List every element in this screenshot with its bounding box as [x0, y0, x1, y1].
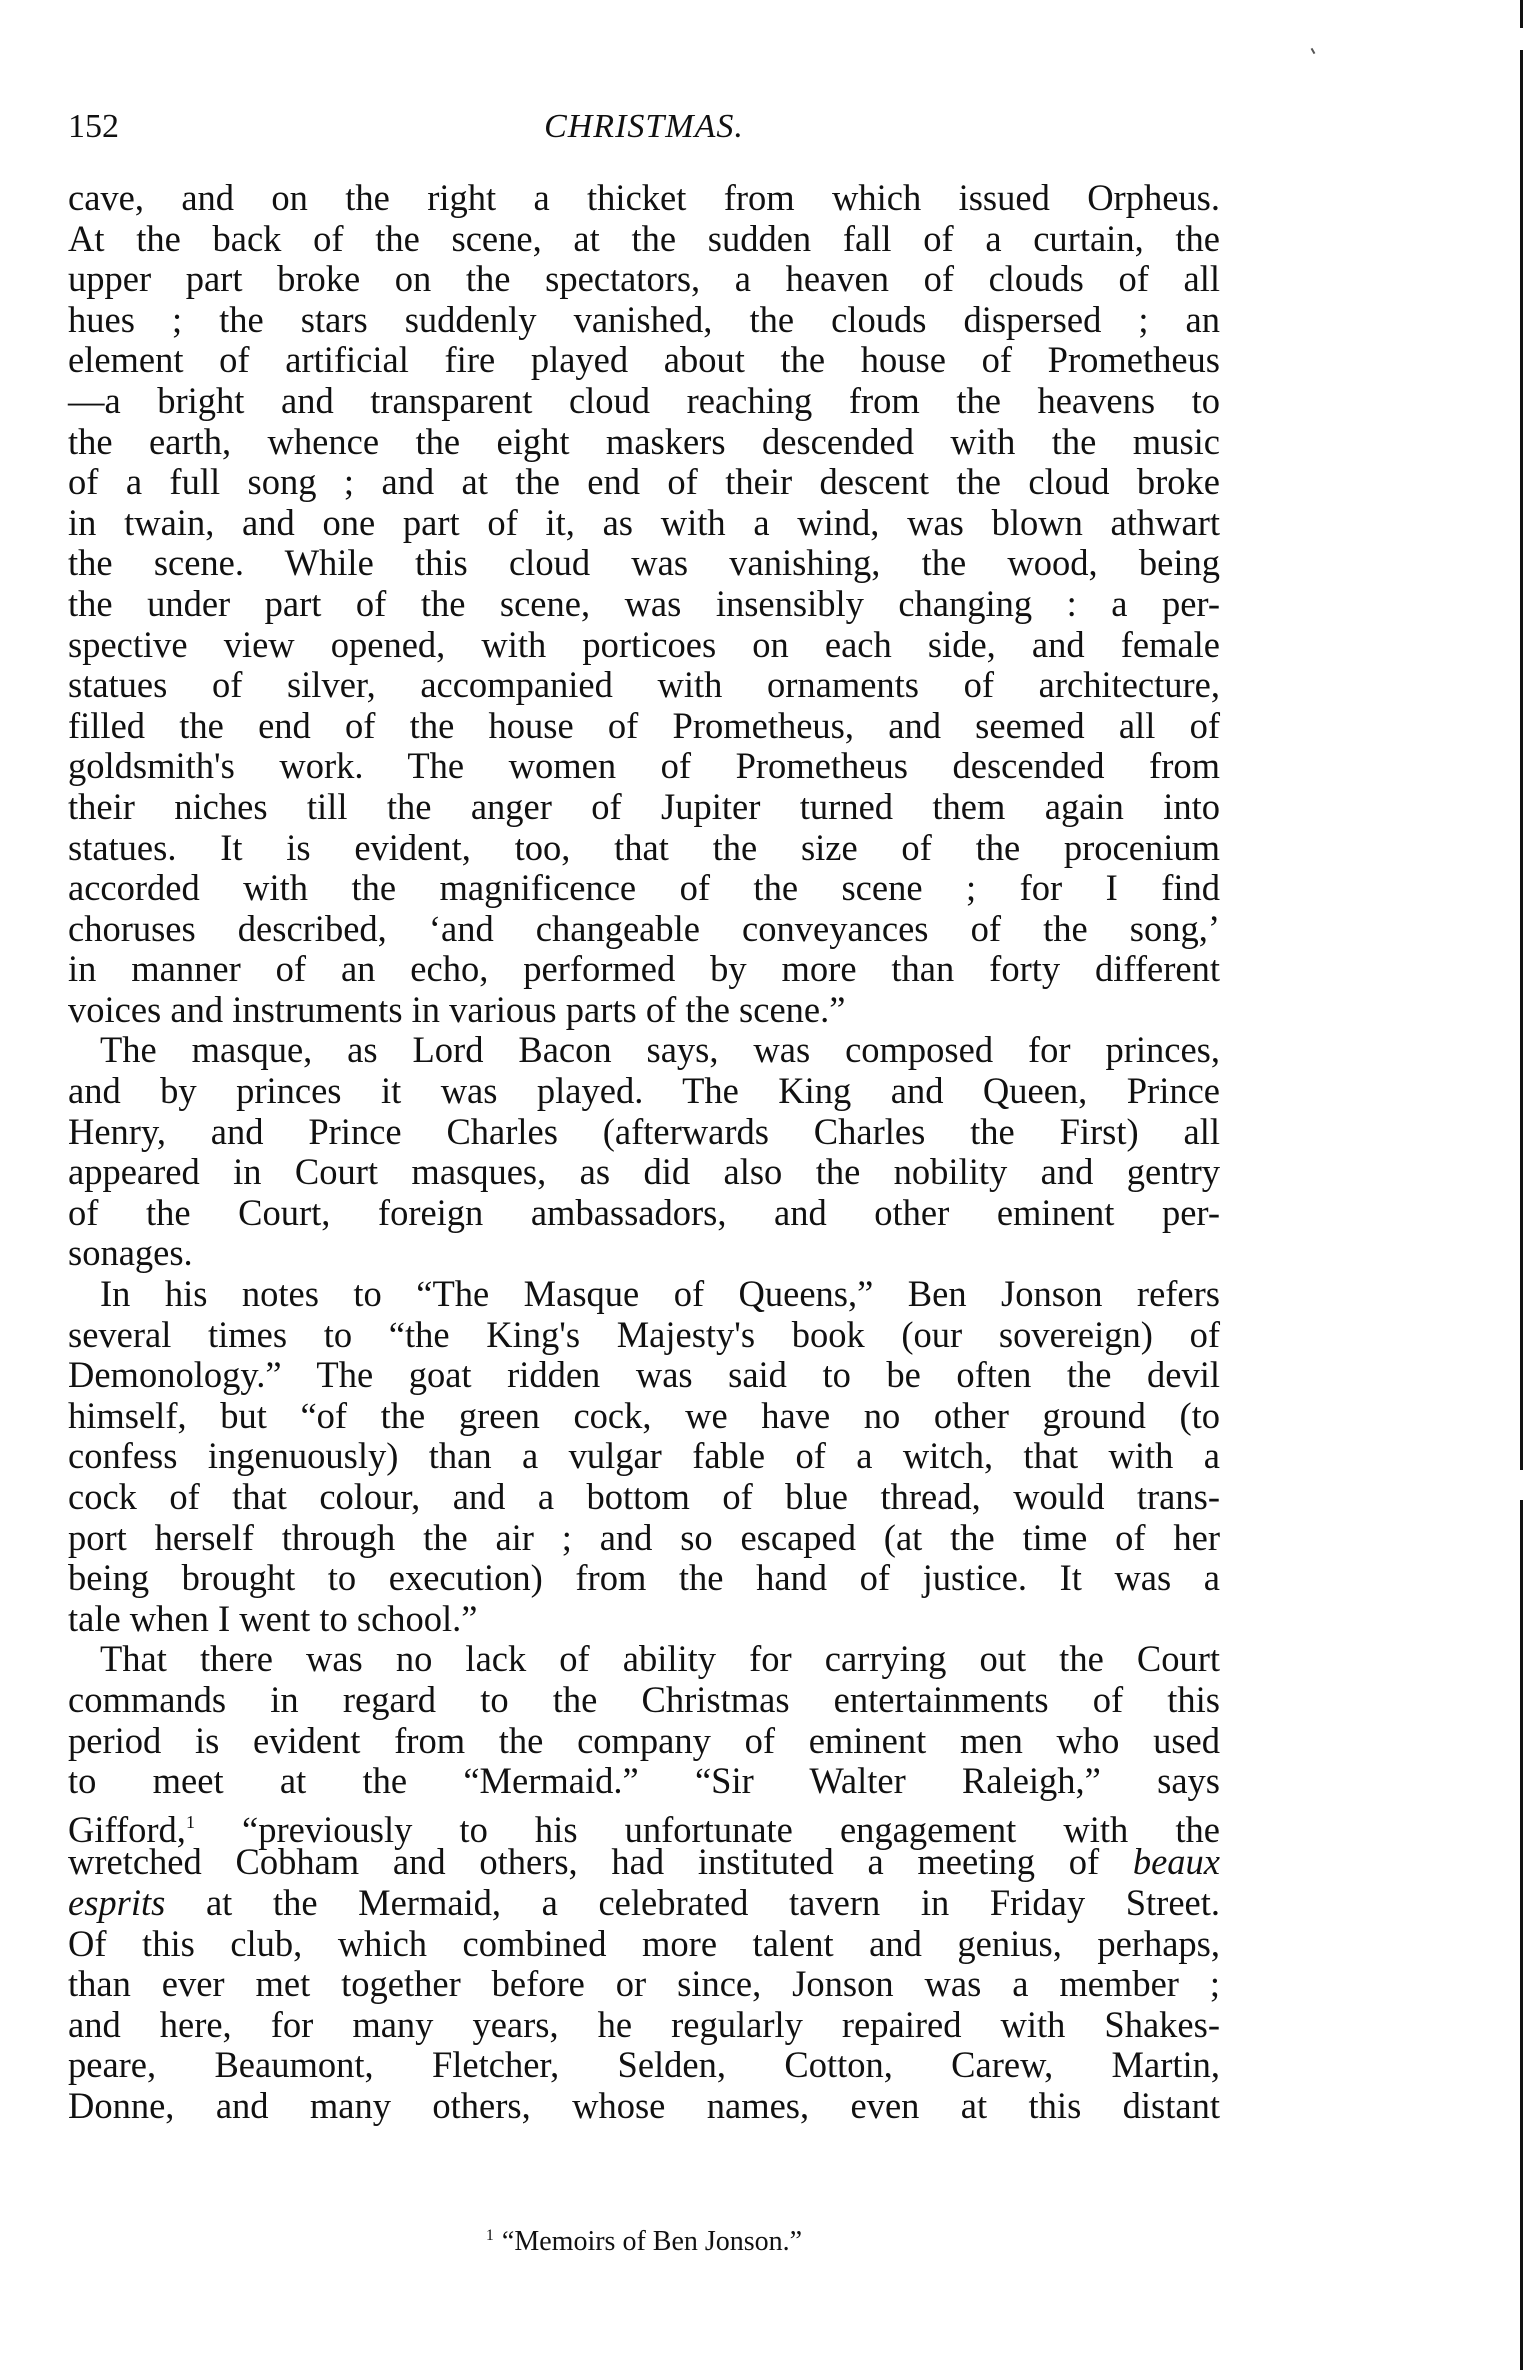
- text-line: the earth, whence the eight maskers descended with the music: [68, 420, 1220, 462]
- body-text: [68, 178, 1220, 2127]
- text-line: of a full song ; and at the end of their descent the cloud broke: [68, 461, 1220, 503]
- running-title: CHRISTMAS.: [544, 108, 744, 145]
- text-line: and by princes it was played. The King and Queen, Prince: [68, 1070, 1220, 1112]
- scan-edge-line: [1520, 50, 1523, 1470]
- scan-edge-line: [1520, 1500, 1523, 2370]
- text-line: port herself through the air ; and so escaped (at the time of her: [68, 1516, 1220, 1558]
- text-line: several times to “the King's Majesty's book (our sovereign) of: [68, 1313, 1220, 1355]
- text-line: statues. It is evident, too, that the size of the procenium: [68, 826, 1220, 868]
- text-fragment: “previously to his unfortunate engagement with the: [194, 1808, 1220, 1850]
- text-line: of the Court, foreign ambassadors, and other eminent per-: [68, 1191, 1220, 1233]
- text-line: himself, but “of the green cock, we have no other ground (to: [68, 1394, 1220, 1436]
- text-line: [68, 1802, 1220, 1850]
- text-line: filled the end of the house of Prometheus, and seemed all of: [68, 704, 1220, 746]
- italic-text: esprits: [68, 1881, 166, 1923]
- text-line: and here, for many years, he regularly repaired with Shakes-: [68, 2003, 1220, 2045]
- text-fragment: Gifford,: [68, 1808, 186, 1850]
- text-line: statues of silver, accompanied with ornaments of architecture,: [68, 664, 1220, 706]
- text-line: appeared in Court masques, as did also the nobility and gentry: [68, 1151, 1220, 1193]
- text-line: cave, and on the right a thicket from which issued Orpheus.: [68, 177, 1220, 218]
- text-line: period is evident from the company of eminent men who used: [68, 1719, 1220, 1761]
- footnote-marker: 1: [485, 2227, 494, 2244]
- text-line: the scene. While this cloud was vanishing, the wood, being: [68, 542, 1220, 584]
- text-line: commands in regard to the Christmas entertainments of this: [68, 1678, 1220, 1720]
- scan-edge-line: [1520, 0, 1523, 28]
- text-line: goldsmith's work. The women of Prometheus descended from: [68, 745, 1220, 787]
- text-line: spective view opened, with porticoes on each side, and female: [68, 623, 1220, 665]
- text-line: in twain, and one part of it, as with a wind, was blown athwart: [68, 501, 1220, 543]
- text-line: confess ingenuously) than a vulgar fable of a witch, that with a: [68, 1435, 1220, 1477]
- text-line: At the back of the scene, at the sudden fall of a curtain, the: [68, 217, 1220, 259]
- text-line: element of artificial fire played about the house of Prometheus: [68, 339, 1220, 381]
- page-header: [68, 108, 1220, 152]
- paragraph-start: In his notes to “The Masque of Queens,” Ben Jonson refers: [100, 1273, 1220, 1315]
- text-line: voices and instruments in various parts of the scene.”: [68, 988, 846, 1030]
- text-line: their niches till the anger of Jupiter turned them again into: [68, 785, 1220, 827]
- text-fragment: wretched Cobham and others, had instituted a meeting of: [68, 1841, 1100, 1883]
- text-line: cock of that colour, and a bottom of blue thread, would trans-: [68, 1476, 1220, 1517]
- text-line: choruses described, ‘and changeable conveyances of the song,’: [68, 907, 1220, 949]
- paragraph-start: The masque, as Lord Bacon says, was composed for princes,: [100, 1029, 1220, 1071]
- text-line: peare, Beaumont, Fletcher, Selden, Cotton, Carew, Martin,: [68, 2044, 1220, 2086]
- text-line: to meet at the “Mermaid.” “Sir Walter Raleigh,” says: [68, 1760, 1220, 1802]
- paragraph-start: That there was no lack of ability for carrying out the Court: [100, 1638, 1220, 1680]
- text-line: hues ; the stars suddenly vanished, the clouds dispersed ; an: [68, 298, 1220, 340]
- page-number: 152: [68, 108, 119, 145]
- text-line: the under part of the scene, was insensibly changing : a per-: [68, 582, 1220, 624]
- text-line: accorded with the magnificence of the scene ; for I find: [68, 867, 1220, 909]
- footnote: [68, 2226, 1220, 2258]
- text-line: being brought to execution) from the hand of justice. It was a: [68, 1557, 1220, 1599]
- text-line: tale when I went to school.”: [68, 1597, 478, 1639]
- italic-text: beaux: [1132, 1841, 1221, 1883]
- scan-speck: [1311, 48, 1316, 54]
- text-line: Demonology.” The goat ridden was said to be often the devil: [68, 1354, 1220, 1396]
- text-line: in manner of an echo, performed by more than forty different: [68, 948, 1220, 990]
- text-line: upper part broke on the spectators, a heaven of clouds of all: [68, 258, 1220, 300]
- text-line: sonages.: [68, 1232, 193, 1274]
- text-line: Donne, and many others, whose names, even at this distant: [68, 2084, 1220, 2126]
- text-line: [68, 1842, 1220, 1883]
- text-line: Henry, and Prince Charles (afterwards Charles the First) all: [68, 1110, 1220, 1152]
- text-line: than ever met together before or since, Jonson was a member ;: [68, 1963, 1220, 2005]
- text-line: —a bright and transparent cloud reaching from the heavens to: [68, 379, 1220, 421]
- text-line: Of this club, which combined more talent and genius, perhaps,: [68, 1922, 1220, 1964]
- footnote-text: “Memoirs of Ben Jonson.”: [501, 2226, 803, 2257]
- text-fragment: at the Mermaid, a celebrated tavern in Friday Street.: [205, 1881, 1221, 1923]
- footnote-reference[interactable]: 1: [185, 1811, 195, 1832]
- text-line: [68, 1883, 1220, 1924]
